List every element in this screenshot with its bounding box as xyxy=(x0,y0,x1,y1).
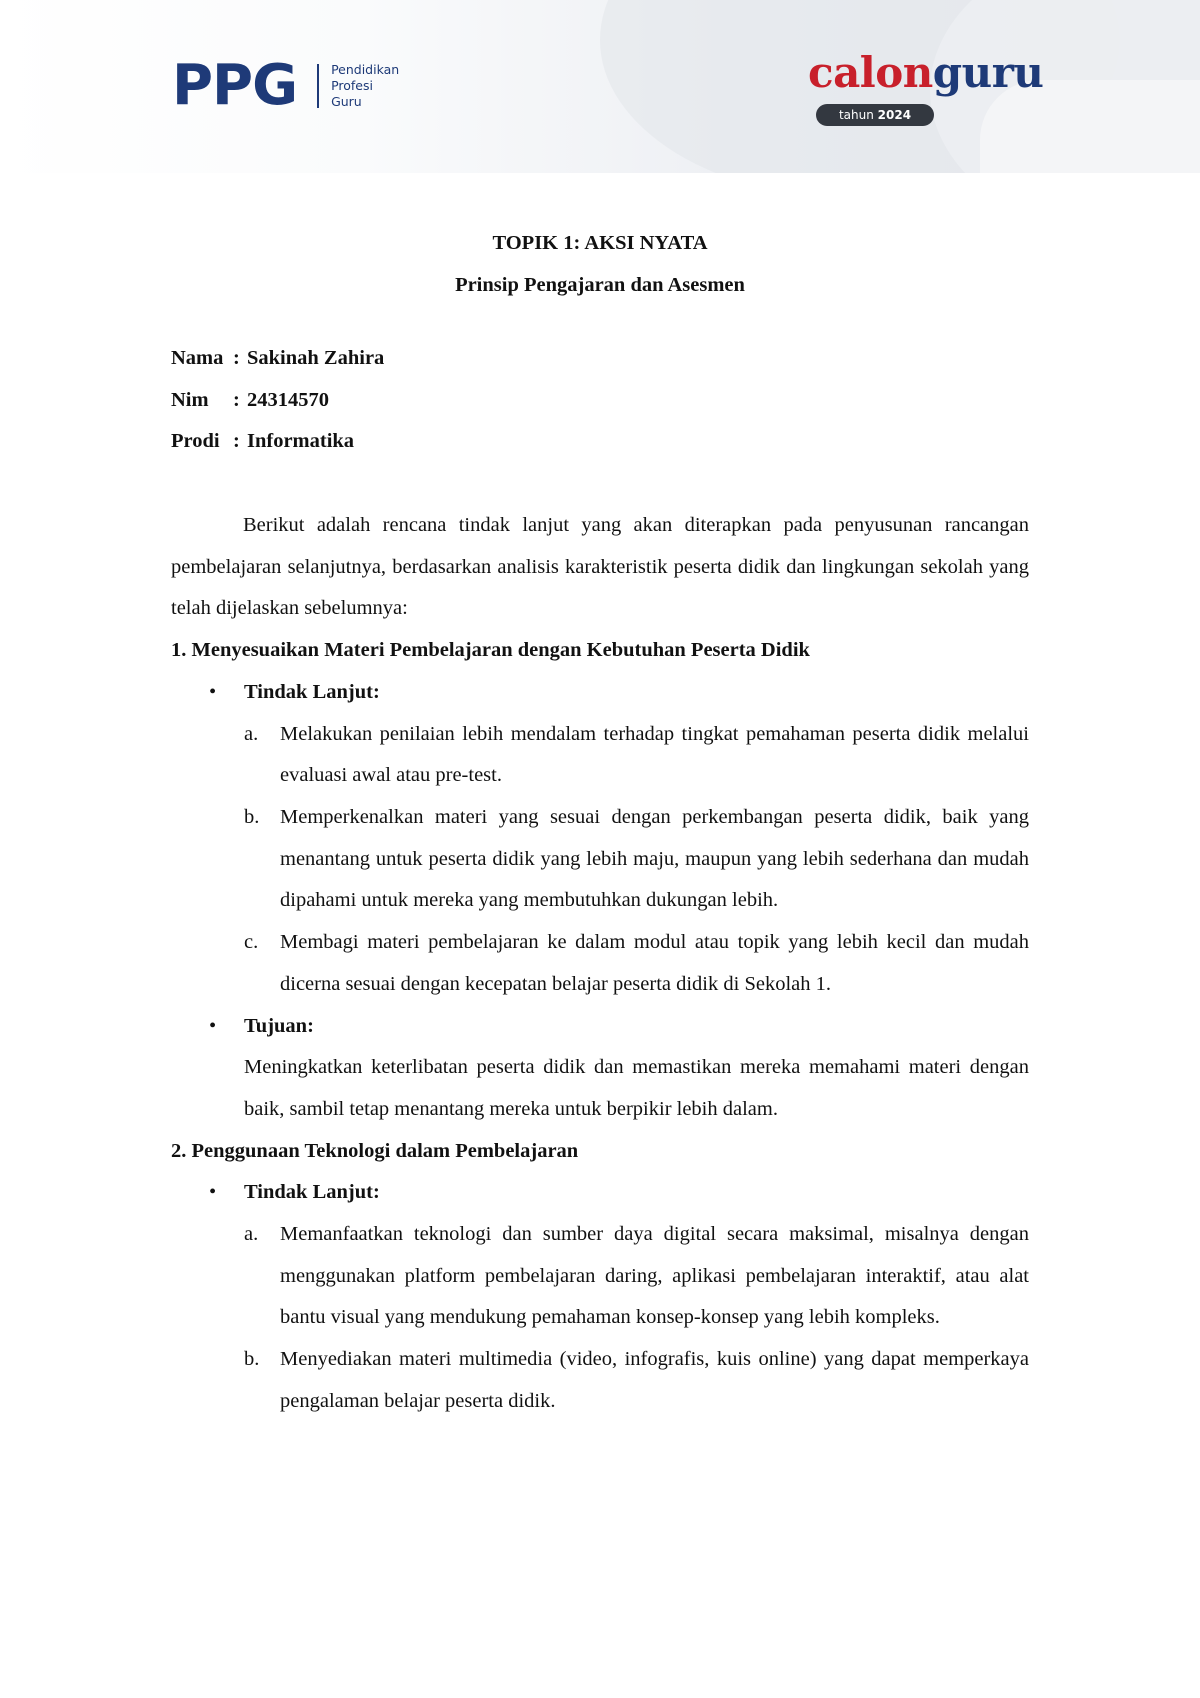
identity-block xyxy=(171,338,1029,463)
bullet-icon: • xyxy=(209,1181,217,1204)
identity-colon: : xyxy=(233,388,240,411)
ppg-subtitle xyxy=(331,62,399,110)
title-line-1: TOPIK 1: AKSI NYATA xyxy=(492,232,708,254)
identity-colon: : xyxy=(233,430,240,453)
calonguru-part2: guru xyxy=(932,48,1044,97)
bullet-label: Tindak Lanjut: xyxy=(244,1181,380,1204)
ppg-sub-line: Guru xyxy=(331,94,362,109)
item-letter: b. xyxy=(244,805,260,828)
calonguru-year-badge xyxy=(816,104,934,126)
ppg-mark: PPG xyxy=(172,53,298,118)
bullet-item xyxy=(171,1006,1029,1048)
item-text: Melakukan penilaian lebih mendalam terhadap tingkat pemahaman peserta didik melalui evaluasi awal atau pre-test. xyxy=(280,722,1029,787)
title-line-2: Prinsip Pengajaran dan Asesmen xyxy=(455,274,745,296)
identity-label: Nama xyxy=(171,347,224,369)
bullet-item xyxy=(171,1172,1029,1214)
item-text: Memanfaatkan teknologi dan sumber daya digital secara maksimal, misalnya dengan menggunakan platform pembelajaran daring, aplikasi pembelajaran interaktif, atau alat bantu visual yang mendukung pemahaman konsep-konsep yang lebih kompleks. xyxy=(280,1223,1029,1329)
item-letter: b. xyxy=(244,1348,260,1371)
bullet-label: Tindak Lanjut: xyxy=(244,680,380,703)
item-letter: c. xyxy=(244,931,259,954)
bullet-icon: • xyxy=(209,680,217,703)
identity-label: Prodi xyxy=(171,430,220,453)
document-body xyxy=(171,222,1029,1423)
section-heading: 1. Menyesuaikan Materi Pembelajaran dengan Kebutuhan Peserta Didik xyxy=(171,639,810,662)
badge-prefix: tahun xyxy=(838,108,874,122)
item-letter: a. xyxy=(244,1223,259,1246)
ppg-logo xyxy=(172,53,400,118)
list-item xyxy=(171,1339,1029,1422)
bullet-icon: • xyxy=(209,1014,217,1037)
section-heading: 2. Penggunaan Teknologi dalam Pembelajaran xyxy=(171,1139,579,1162)
identity-value: 24314570 xyxy=(247,388,329,411)
item-letter: a. xyxy=(244,722,259,745)
calonguru-logo xyxy=(808,48,1044,122)
identity-value: Sakinah Zahira xyxy=(247,347,385,369)
bullet-item xyxy=(171,672,1029,714)
list-item xyxy=(171,1214,1029,1339)
badge-year: 2024 xyxy=(877,108,912,122)
item-text: Menyediakan materi multimedia (video, infografis, kuis online) yang dapat memperkaya pengalaman belajar peserta didik. xyxy=(280,1348,1029,1412)
identity-label: Nim xyxy=(171,388,209,411)
identity-colon: : xyxy=(233,347,240,369)
identity-row xyxy=(171,380,1029,422)
intro-paragraph: Berikut adalah rencana tindak lanjut yang akan diterapkan pada penyusunan rancangan pembelajaran selanjutnya, berdasarkan analisis karakteristik peserta didik dan lingkungan sekolah yang telah dijelaskan sebelumnya: xyxy=(171,514,1029,620)
page-header xyxy=(0,0,1200,173)
calonguru-wordmark xyxy=(808,48,1044,97)
identity-value: Informatika xyxy=(247,430,355,453)
identity-row xyxy=(171,338,1029,380)
item-text: Membagi materi pembelajaran ke dalam modul atau topik yang lebih kecil dan mudah dicerna sesuai dengan kecepatan belajar peserta didik di Sekolah 1. xyxy=(280,931,1029,995)
calonguru-part1: calon xyxy=(808,48,933,97)
bullet-label: Tujuan: xyxy=(244,1014,314,1037)
ppg-sub-line: Profesi xyxy=(331,78,373,93)
list-item xyxy=(171,797,1029,922)
ppg-sub-line: Pendidikan xyxy=(331,62,400,77)
list-item xyxy=(171,922,1029,1005)
ppg-divider xyxy=(317,64,319,108)
goal-text: Meningkatkan keterlibatan peserta didik dan memastikan mereka memahami materi dengan baik, sambil tetap menantang mereka untuk berpikir lebih dalam. xyxy=(244,1056,1029,1120)
document-title xyxy=(171,222,1029,306)
item-text: Memperkenalkan materi yang sesuai dengan perkembangan peserta didik, baik yang menantang untuk peserta didik yang lebih maju, maupun yang lebih sederhana dan mudah dipahami untuk mereka yang membutuhkan dukungan lebih. xyxy=(280,805,1029,912)
list-item xyxy=(171,714,1029,797)
identity-row xyxy=(171,421,1029,463)
